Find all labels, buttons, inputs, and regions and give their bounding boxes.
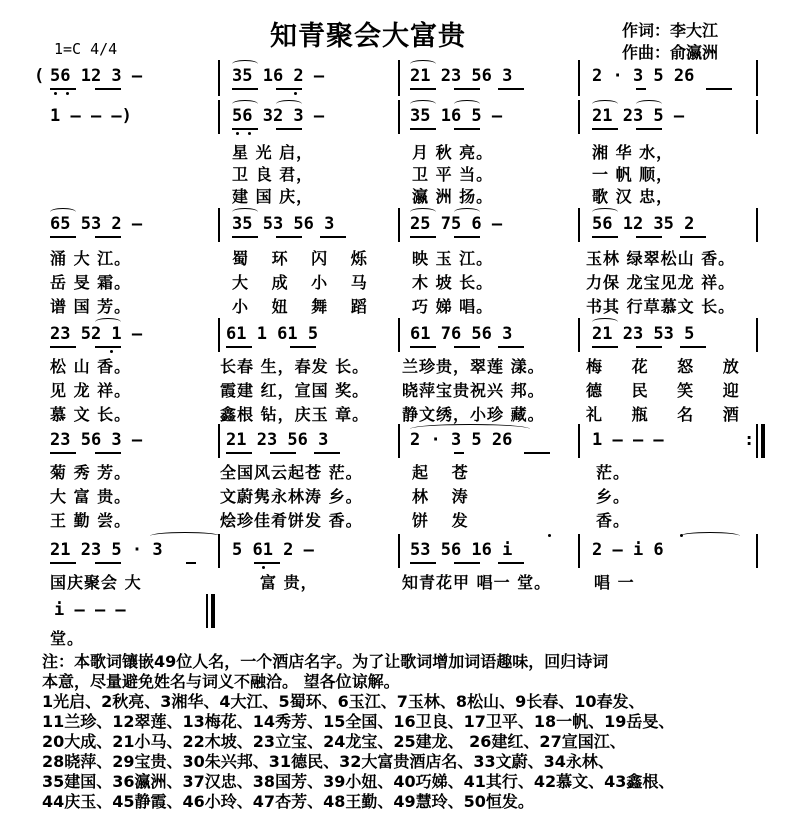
- lyric: 歌 汉 忠，: [592, 187, 674, 206]
- note-line: 注：本歌词镶嵌49位人名，一个酒店名字。为了让歌词增加词语趣味，回归诗词: [42, 652, 609, 671]
- lyric: 蜀 环 闪 烁: [232, 249, 376, 268]
- note-line: 本意，尽量避免姓名与词义不融洽。 望各位谅解。: [42, 672, 400, 691]
- barline: [578, 318, 580, 352]
- song-title: 知青聚会大富贵: [270, 21, 466, 52]
- barline: [398, 60, 400, 96]
- lyric: 烩珍佳肴饼发 香。: [220, 511, 363, 530]
- measure-4-2: 61 1 61 5: [226, 324, 319, 344]
- lyric: 礼 瓶 名 酒: [586, 405, 751, 424]
- measure-7-1: i — — —: [54, 600, 126, 620]
- note-line: 28晓萍、29宝贵、30朱兴邦、31德民、32大富贵酒店名、33文蔚、34永林、: [42, 752, 614, 771]
- barline: [218, 208, 220, 242]
- lyric: 德 民 笑 迎: [586, 381, 751, 400]
- lyric: 湘 华 水，: [592, 143, 674, 162]
- lyric: 谱 国 芳。: [50, 297, 132, 316]
- measure-5-1: 23 56 3 —: [50, 430, 143, 450]
- lyric: 涌 大 江。: [50, 249, 132, 268]
- lyric: 一 帆 顺，: [592, 165, 674, 184]
- lyric: 林 涛: [412, 487, 477, 506]
- lyric: 力保 龙宝见龙 祥。: [586, 273, 736, 292]
- note-line: 1光启、2秋亮、3湘华、4大江、5蜀环、6玉江、7玉林、8松山、9长春、10春发、: [42, 692, 645, 711]
- lyric: 巧 娣 唱。: [412, 297, 494, 316]
- lyric: 岳 旻 霜。: [50, 273, 132, 292]
- lyric: 文蔚隽永林涛 乡。: [220, 487, 363, 506]
- barline: [578, 100, 580, 134]
- lyric: 香。: [596, 511, 631, 530]
- repeat-dots: :: [744, 430, 755, 450]
- lyric: 茫。: [596, 463, 631, 482]
- measure-5-3: 2 · 3 5 26: [410, 430, 513, 450]
- lyric: 松 山 香。: [50, 357, 132, 376]
- barline: [398, 318, 400, 352]
- note-line: 44庆玉、45静霞、46小玲、47杏芳、48王勤、49慧玲、50恒发。: [42, 792, 534, 811]
- measure-1-4: 2 · 3 5 26: [592, 66, 695, 86]
- key-signature: 1=C 4/4: [54, 40, 118, 58]
- lyric: 鑫根 钻，庆玉 章。: [220, 405, 370, 424]
- lyric: 长春 生，春发 长。: [220, 357, 370, 376]
- lyric: 堂。: [50, 629, 85, 648]
- measure-4-1: 23 52 1 —: [50, 324, 143, 344]
- barline: [578, 534, 580, 568]
- barline: [756, 208, 758, 242]
- barline: [398, 208, 400, 242]
- repeat-barline-thick: [761, 424, 765, 458]
- final-barline-thick: [211, 594, 215, 628]
- barline: [218, 424, 220, 458]
- lyric: 大 成 小 马: [232, 273, 376, 292]
- lyric: 月 秋 亮。: [412, 143, 494, 162]
- barline: [756, 318, 758, 352]
- lyric: 书其 行草慕文 长。: [586, 297, 736, 316]
- lyric: 木 坡 长。: [412, 273, 494, 292]
- lyric: 霞建 红，宣国 奖。: [220, 381, 370, 400]
- intro-open-paren: (: [34, 66, 45, 86]
- lyric: 乡。: [596, 487, 631, 506]
- lyric: 晓萍宝贵祝兴 邦。: [402, 381, 545, 400]
- lyric: 建 国 庆，: [232, 187, 314, 206]
- measure-3-4: 56 12 35 2: [592, 214, 695, 234]
- barline: [756, 60, 758, 96]
- repeat-barline-thin: [756, 424, 758, 458]
- barline: [578, 208, 580, 242]
- lyric: 见 龙 祥。: [50, 381, 132, 400]
- measure-6-2: 5 61 2 —: [232, 540, 314, 560]
- barline: [756, 534, 758, 568]
- lyric: 大 富 贵。: [50, 487, 132, 506]
- barline: [398, 424, 400, 458]
- lyric: 起 苍: [412, 463, 477, 482]
- barline: [578, 424, 580, 458]
- lyric: 兰珍贵，翠莲 漾。: [402, 357, 545, 376]
- measure-6-1: 21 23 5 · 3: [50, 540, 163, 560]
- barline: [756, 100, 758, 134]
- lyric: 富 贵，: [260, 573, 318, 592]
- barline: [218, 318, 220, 352]
- measure-6-3: 53 56 16 i: [410, 540, 513, 560]
- lyric: 全国风云起苍 茫。: [220, 463, 363, 482]
- measure-3-3: 25 75 6 —: [410, 214, 503, 234]
- lyric: 慕 文 长。: [50, 405, 132, 424]
- barline: [218, 60, 220, 96]
- measure-1-1: 56 12 3 —: [50, 66, 143, 86]
- lyric: 饼 发: [412, 511, 477, 530]
- measure-4-3: 61 76 56 3: [410, 324, 513, 344]
- lyric: 王 勤 尝。: [50, 511, 132, 530]
- lyric: 玉林 绿翠松山 香。: [586, 249, 736, 268]
- lyric: 唱 一: [594, 573, 635, 592]
- note-line: 35建国、36瀛洲、37汉忠、38国芳、39小妞、40巧娣、41其行、42慕文、43鑫根、: [42, 772, 675, 791]
- lyric: 映 玉 江。: [412, 249, 494, 268]
- measure-3-1: 65 53 2 —: [50, 214, 143, 234]
- note-line: 20大成、21小马、22木坡、23立宝、24龙宝、25建龙、 26建红、27宣国江、: [42, 732, 626, 751]
- lyric: 国庆聚会 大: [50, 573, 142, 592]
- barline: [398, 100, 400, 134]
- lyric: 星 光 启，: [232, 143, 314, 162]
- barline: [398, 534, 400, 568]
- lyric: 梅 花 怒 放: [586, 357, 751, 376]
- measure-1-3: 21 23 56 3: [410, 66, 513, 86]
- lyric: 小 妞 舞 蹈: [232, 297, 376, 316]
- final-barline-thin: [206, 594, 208, 628]
- lyric: 知青花甲 唱一 堂。: [402, 573, 552, 592]
- lyric: 菊 秀 芳。: [50, 463, 132, 482]
- note-line: 11兰珍、12翠莲、13梅花、14秀芳、15全国、16卫良、17卫平、18一帆、19岳旻、: [42, 712, 675, 731]
- composer-credit: 作曲：俞瀛洲: [622, 43, 719, 62]
- barline: [578, 60, 580, 96]
- measure-5-4: 1 — — —: [592, 430, 664, 450]
- measure-2-1: 1 — — —): [50, 106, 132, 126]
- measure-2-4: 21 23 5 —: [592, 106, 685, 126]
- barline: [218, 100, 220, 134]
- measure-3-2: 35 53 56 3: [232, 214, 335, 234]
- measure-1-2: 35 16 2 —: [232, 66, 325, 86]
- measure-5-2: 21 23 56 3: [226, 430, 329, 450]
- measure-2-3: 35 16 5 —: [410, 106, 503, 126]
- lyricist-credit: 作词：李大江: [622, 21, 719, 40]
- measure-4-4: 21 23 53 5: [592, 324, 695, 344]
- lyric: 静文绣，小珍 藏。: [402, 405, 545, 424]
- lyric: 瀛 洲 扬。: [412, 187, 494, 206]
- measure-6-4: 2 — i 6: [592, 540, 664, 560]
- measure-2-2: 56 32 3 —: [232, 106, 325, 126]
- lyric: 卫 良 君，: [232, 165, 314, 184]
- lyric: 卫 平 当。: [412, 165, 494, 184]
